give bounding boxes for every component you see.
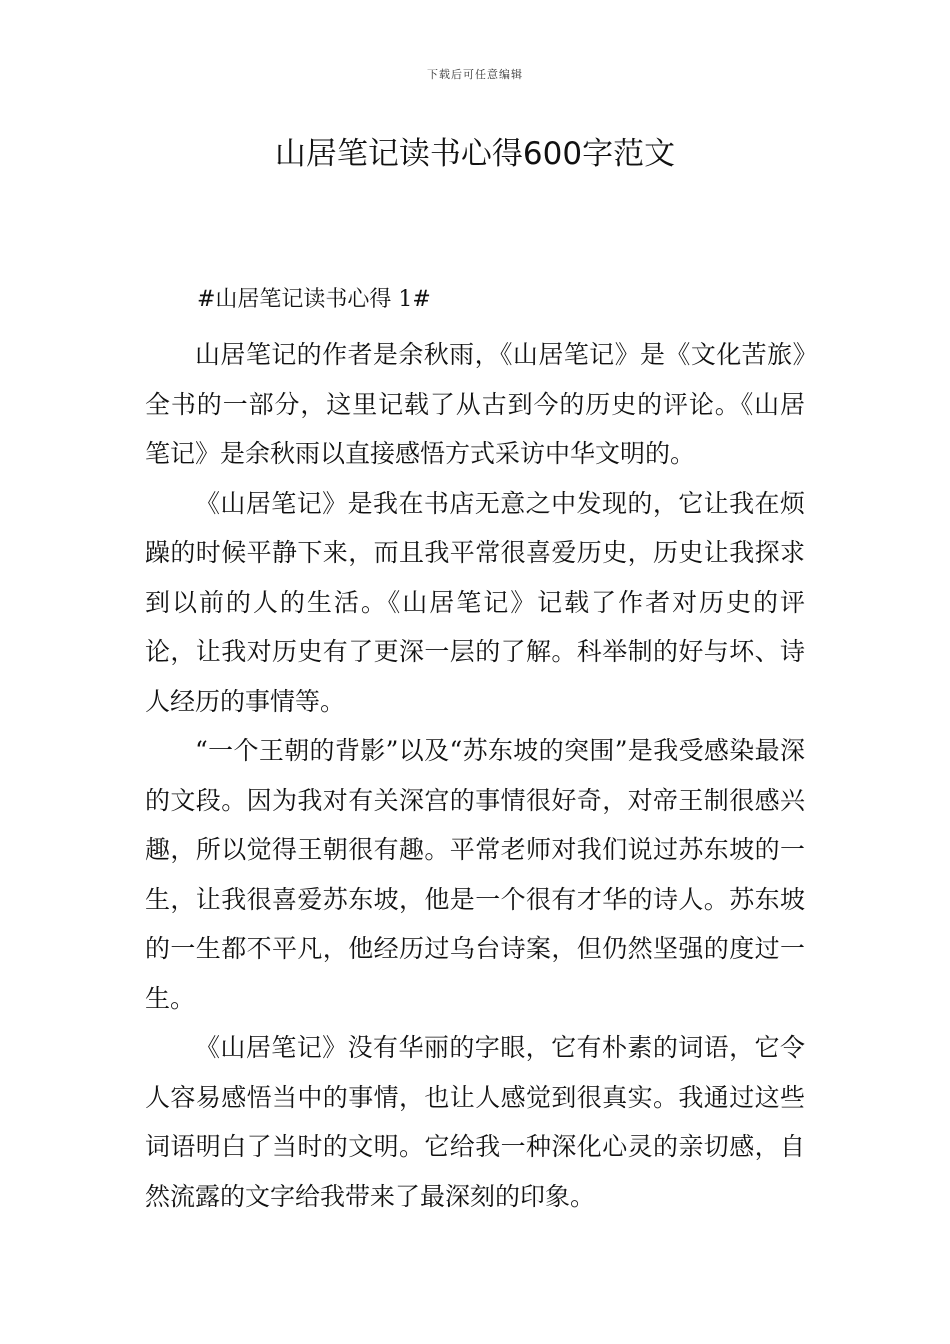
section-heading: #山居笔记读书心得 1# — [197, 287, 431, 312]
paragraph-3: “一个王朝的背影”以及“苏东坡的突围”是我受感染最深的文段。因为我对有关深宫的事情很好奇，对帝王制很感兴趣，所以觉得王朝很有趣。平常老师对我们说过苏东坡的一生，让我很喜爱苏东坡，他是一个很有才华的诗人。苏东坡的一生都不平凡，他经历过乌台诗案，但仍然坚强的度过一生。 — [145, 736, 805, 1013]
paragraph-4: 《山居笔记》没有华丽的字眼，它有朴素的词语，它令人容易感悟当中的事情，也让人感觉到很真实。我通过这些词语明白了当时的文明。它给我一种深化心灵的亲切感，自然流露的文字给我带来了最深刻的印象。 — [145, 1033, 805, 1211]
paragraph-2: 《山居笔记》是我在书店无意之中发现的，它让我在烦躁的时候平静下来，而且我平常很喜爱历史，历史让我探求到以前的人的生活。《山居笔记》记载了作者对历史的评论，让我对历史有了更深一层的了解。科举制的好与坏、诗人经历的事情等。 — [145, 488, 805, 716]
document-title: 山居笔记读书心得600字范文 — [274, 136, 676, 172]
paragraph-1: 山居笔记的作者是余秋雨，《山居笔记》是《文化苦旅》全书的一部分，这里记载了从古到今的历史的评论。《山居笔记》是余秋雨以直接感悟方式采访中华文明的。 — [145, 340, 805, 468]
page-header-note: 下载后可任意编辑 — [427, 68, 523, 81]
document-body — [145, 280, 805, 1221]
